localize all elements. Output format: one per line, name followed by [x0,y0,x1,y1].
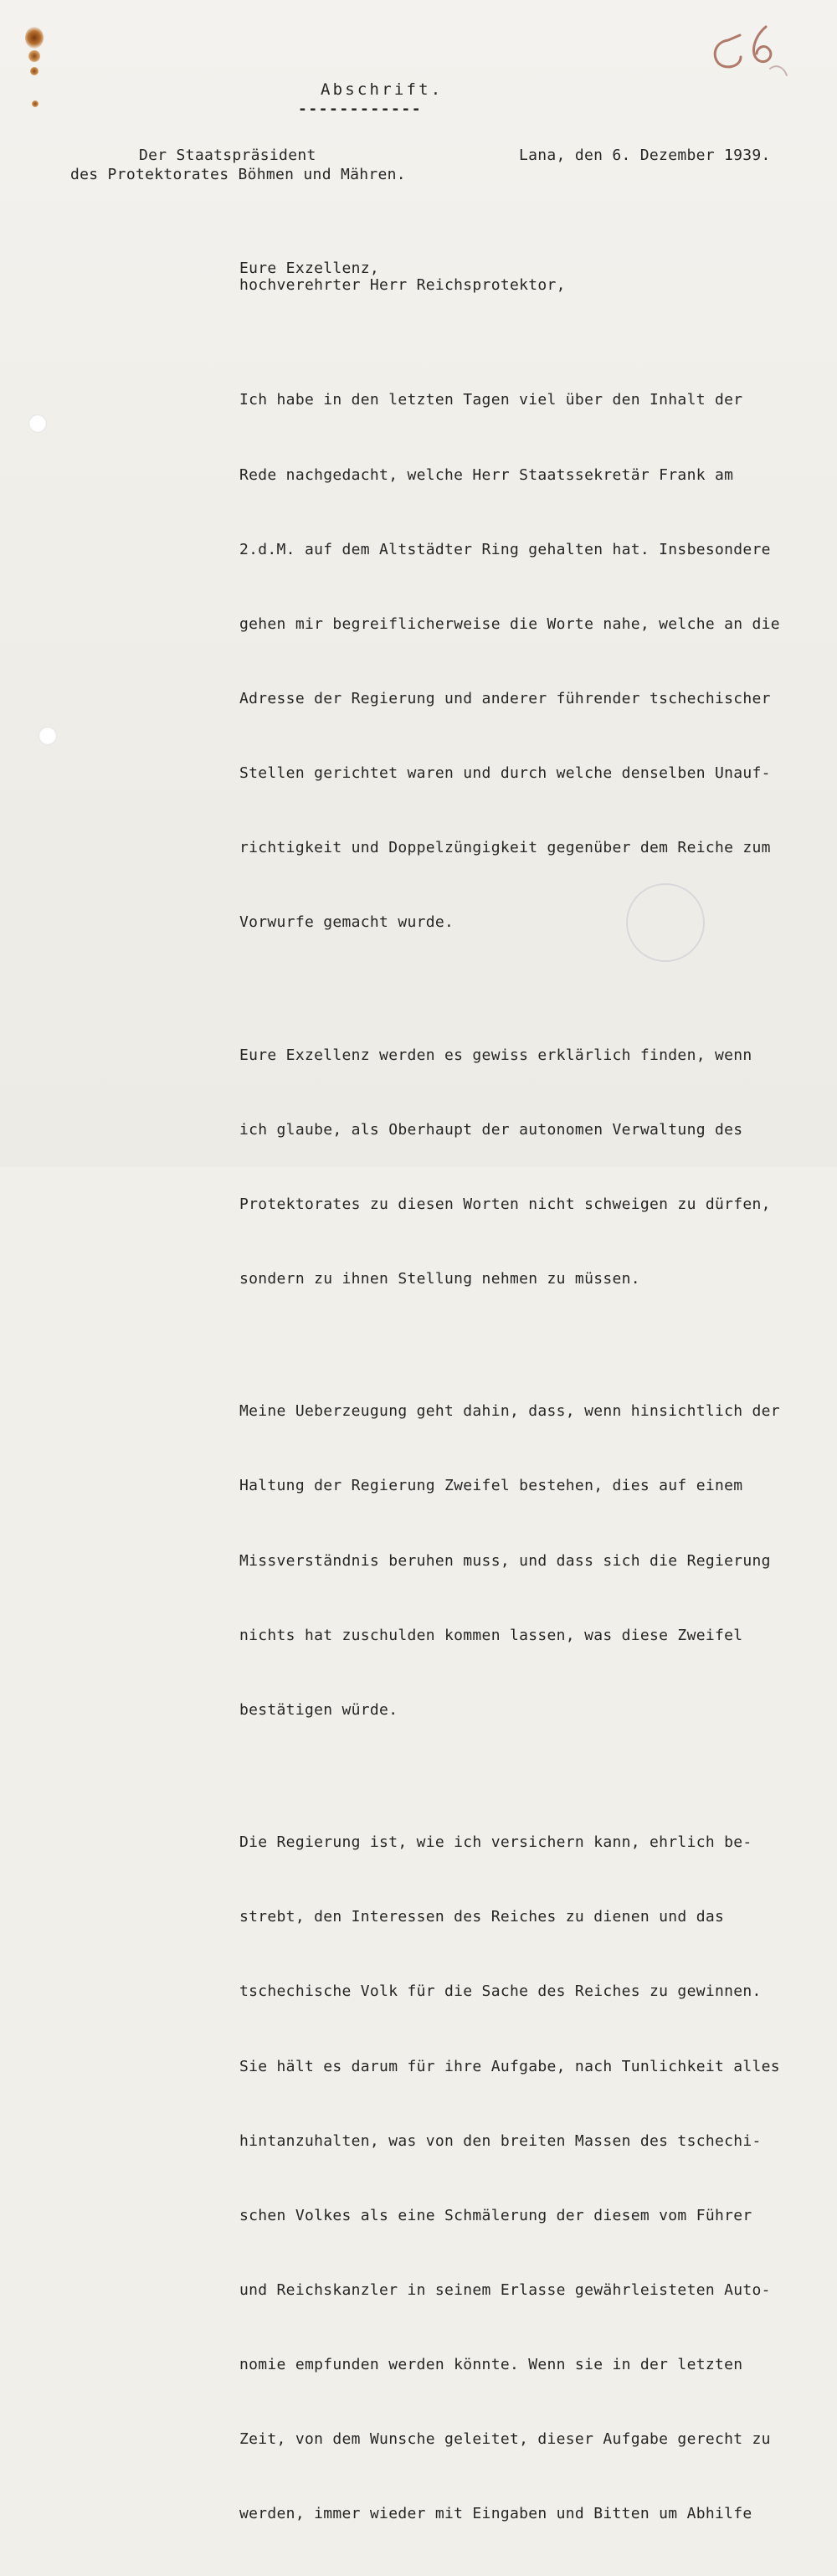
document-title: Abschrift. [321,80,444,99]
body-line: bestätigen würde. [239,1700,398,1719]
burn-stain-1 [25,27,44,49]
body-line: Vorwurfe gemacht wurde. [239,913,454,932]
body-line: tschechische Volk für die Sache des Reiches zu gewinnen. [239,1982,762,2001]
sender-line-1: Der Staatspräsident [139,147,316,164]
body-line: gehen mir begreiflicherweise die Worte nahe, welche an die [239,614,780,633]
salutation-line-2: hochverehrter Herr Reichsprotektor, [239,276,566,294]
body-line: Meine Ueberzeugung geht dahin, dass, wenn hinsichtlich der [239,1402,780,1421]
body-line: richtigkeit und Doppelzüngigkeit gegenüber dem Reiche zum [239,838,771,856]
pencil-annotation-mark [703,17,795,84]
salutation-line-1: Eure Exzellenz, [239,260,380,277]
body-line: nomie empfunden werden könnte. Wenn sie in der letzten [239,2355,743,2373]
punch-hole-bottom [39,727,57,745]
body-line: sondern zu ihnen Stellung nehmen zu müssen. [239,1269,640,1288]
body-line: Missverständnis beruhen muss, und dass sich die Regierung [239,1551,771,1570]
body-line: strebt, den Interessen des Reiches zu dienen und das [239,1908,725,1926]
body-line: Die Regierung ist, wie ich versichern kann, ehrlich be- [239,1833,752,1852]
body-line: ich glaube, als Oberhaupt der autonomen Verwaltung des [239,1120,743,1139]
body-line: Protektorates zu diesen Worten nicht schweigen zu dürfen, [239,1195,771,1213]
body-line: Eure Exzellenz werden es gewiss erklärlich finden, wenn [239,1046,752,1064]
body-line: 2.d.M. auf dem Altstädter Ring gehalten hat. Insbesondere [239,540,771,558]
title-underline: ------------ [298,100,423,118]
body-line: Ich habe in den letzten Tagen viel über den Inhalt der [239,391,743,409]
body-line: nichts hat zuschulden kommen lassen, was diese Zweifel [239,1626,743,1644]
punch-hole-top [28,414,47,433]
body-line: Sie hält es darum für ihre Aufgabe, nach Tunlichkeit alles [239,2057,780,2075]
body-line: hintanzuhalten, was von den breiten Massen des tschechi- [239,2131,762,2150]
burn-stain-4 [32,100,39,107]
body-line: Haltung der Regierung Zweifel bestehen, dies auf einem [239,1477,743,1495]
burn-stain-3 [30,67,39,75]
sender-line-2: des Protektorates Böhmen und Mähren. [70,166,406,183]
body-line: Adresse der Regierung und anderer führender tschechischer [239,689,771,707]
body-line: schen Volkes als eine Schmälerung der diesem vom Führer [239,2206,752,2224]
letter-body [239,338,780,2576]
burn-stain-2 [28,50,40,62]
place-date: Lana, den 6. Dezember 1939. [519,147,771,164]
body-line: werden, immer wieder mit Eingaben und Bitten um Abhilfe [239,2505,752,2523]
body-line: und Reichskanzler in seinem Erlasse gewährleisteten Auto- [239,2280,771,2299]
body-line: Zeit, von dem Wunsche geleitet, dieser Aufgabe gerecht zu [239,2429,771,2448]
body-line: Rede nachgedacht, welche Herr Staatssekretär Frank am [239,465,734,484]
body-line: Stellen gerichtet waren und durch welche denselben Unauf- [239,764,771,782]
